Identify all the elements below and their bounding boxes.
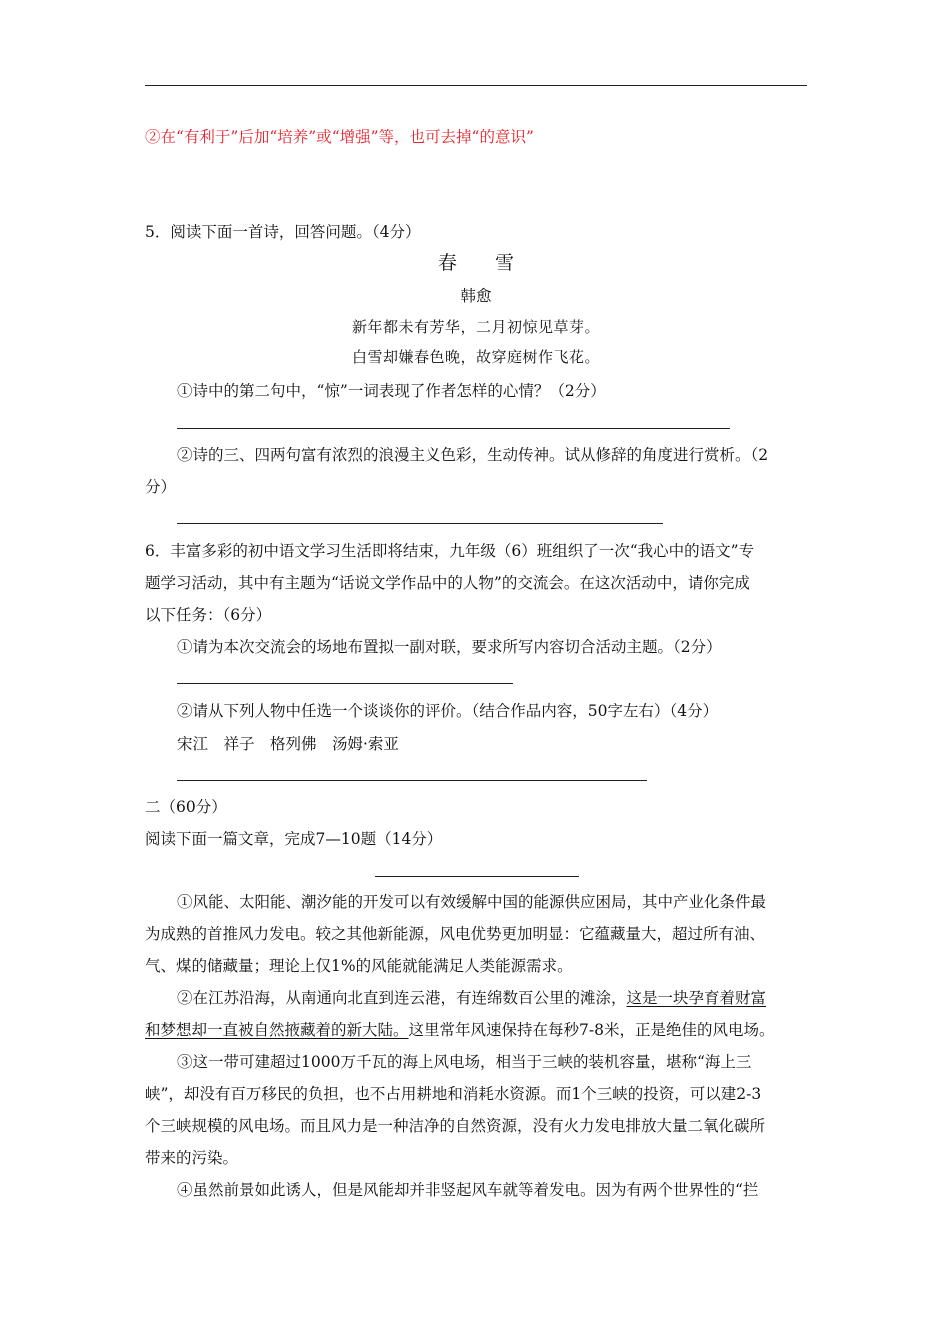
answer-blank-q5-2[interactable]	[177, 523, 663, 524]
article-p3-l3: 个三峡规模的风电场。而且风力是一种洁净的自然资源，没有火力发电排放大量二氧化碳所	[145, 1117, 766, 1135]
poem-author: 韩愈	[460, 287, 492, 305]
poem-line-1: 新年都未有芳华，二月初惊见草芽。	[351, 318, 600, 336]
part2-heading: 二（60分）	[145, 798, 227, 816]
article-p2-l1-text: ②在江苏沿海，从南通向北直到连云港，有连绵数百公里的滩涂，	[177, 989, 627, 1007]
answer-note: ②在“有利于”后加“培养”或“增强”等，也可去掉“的意识”	[145, 128, 534, 146]
article-p2-l2-text: 这里常年风速保持在每秒7-8米，正是绝佳的风电场。	[408, 1021, 775, 1039]
q6-sub1: ①请为本次交流会的场地布置拟一副对联，要求所写内容切合活动主题。（2分）	[177, 638, 722, 656]
article-p1-l3: 气、煤的储藏量；理论上仅1%的风能就能满足人类能源需求。	[145, 957, 573, 975]
part2-instruction: 阅读下面一篇文章，完成7—10题（14分）	[145, 830, 443, 848]
q6-characters: 宋江 祥子 格列佛 汤姆·索亚	[177, 735, 399, 753]
q5-sub2-line2: 分）	[145, 478, 177, 496]
article-p3-l2: 峡”，却没有百万移民的负担，也不占用耕地和消耗水资源。而1个三峡的投资，可以建2-3	[145, 1085, 762, 1103]
article-p2-underlined-2: 和梦想却一直被自然掖藏着的新大陆。	[145, 1021, 409, 1039]
poem-line-2: 白雪却嫌春色晚，故穿庭树作飞花。	[351, 348, 600, 366]
article-p3-l4: 带来的污染。	[145, 1149, 239, 1167]
q5-sub1: ①诗中的第二句中，“惊”一词表现了作者怎样的心情？（2分）	[177, 382, 606, 400]
article-p2-l2	[145, 1019, 807, 1041]
article-p2-l1	[177, 987, 807, 1009]
q6-line3: 以下任务：（6分）	[145, 606, 272, 624]
q5-sub2-line1: ②诗的三、四两句富有浓烈的浪漫主义色彩，生动传神。试从修辞的角度进行赏析。（2	[177, 446, 769, 464]
article-p1-l2: 为成熟的首推风力发电。较之其他新能源，风电优势更加明显：它蕴藏量大，超过所有油、	[145, 925, 766, 943]
answer-blank-q5-1[interactable]	[177, 428, 730, 429]
answer-blank-q6-1[interactable]	[177, 683, 513, 684]
q6-sub2: ②请从下列人物中任选一个谈谈你的评价。（结合作品内容，50字左右）（4分）	[177, 702, 719, 720]
q6-line1: 6．丰富多彩的初中语文学习生活即将结束，九年级（6）班组织了一次“我心中的语文”专	[145, 542, 755, 560]
q6-line2: 题学习活动，其中有主题为“话说文学作品中的人物”的交流会。在这次活动中，请你完成	[145, 574, 750, 592]
article-title-blank[interactable]	[375, 876, 579, 877]
article-p3-l1: ③这一带可建超过1000万千瓦的海上风电场，相当于三峡的装机容量，堪称“海上三	[177, 1053, 752, 1071]
article-p1-l1: ①风能、太阳能、潮汐能的开发可以有效缓解中国的能源供应困局，其中产业化条件最	[177, 893, 767, 911]
poem-title: 春 雪	[437, 252, 514, 274]
article-p4-l1: ④虽然前景如此诱人，但是风能却并非竖起风车就等着发电。因为有两个世界性的“拦	[177, 1181, 759, 1199]
q5-prompt: 5．阅读下面一首诗，回答问题。（4分）	[145, 223, 421, 241]
answer-blank-q6-2[interactable]	[177, 780, 647, 781]
article-p2-underlined-1: 这是一块孕育着财富	[626, 989, 767, 1007]
header-rule	[145, 85, 807, 86]
